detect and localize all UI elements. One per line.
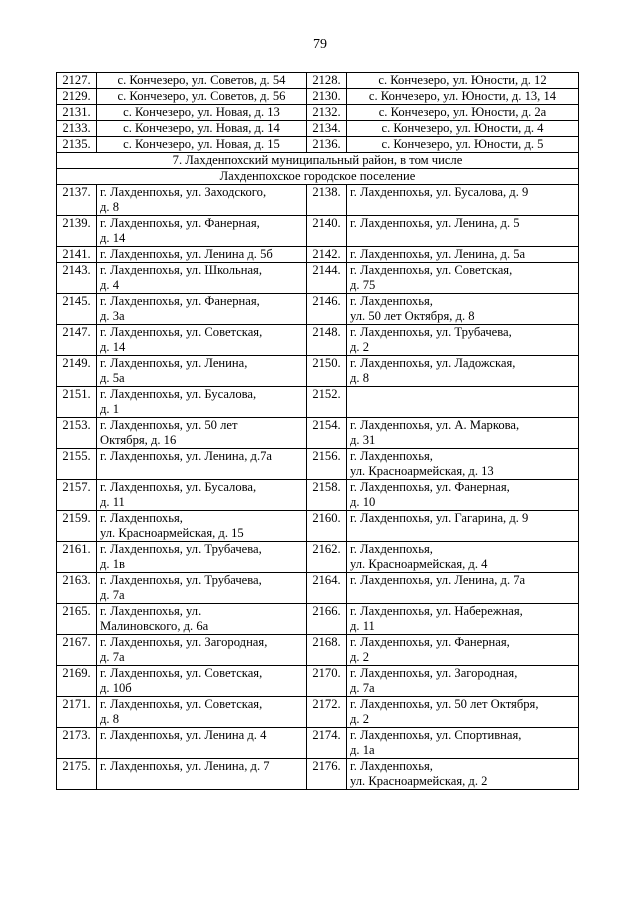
- table-row: [57, 418, 579, 449]
- entry-number: 2139.: [57, 216, 97, 247]
- entry-address: г. Лахденпохья, ул. 50 лет Октября, д. 2: [347, 697, 579, 728]
- entry-address: с. Кончезеро, ул. Новая, д. 14: [97, 121, 307, 137]
- entry-number: 2148.: [307, 325, 347, 356]
- entry-number: 2137.: [57, 185, 97, 216]
- entry-number: 2157.: [57, 480, 97, 511]
- table-row: [57, 73, 579, 89]
- table-row: [57, 604, 579, 635]
- entry-address: г. Лахденпохья, ул. Ленина, д.7а: [97, 449, 307, 480]
- address-table-body: [57, 73, 579, 790]
- entry-number: 2169.: [57, 666, 97, 697]
- entry-address: г. Лахденпохья, ул. Красноармейская, д. 2: [347, 759, 579, 790]
- entry-address: г. Лахденпохья, ул. Бусалова, д. 1: [97, 387, 307, 418]
- table-row: [57, 137, 579, 153]
- table-row: [57, 356, 579, 387]
- page-number: 79: [313, 37, 327, 52]
- entry-address: г. Лахденпохья, ул. Фанерная, д. 2: [347, 635, 579, 666]
- table-row: [57, 387, 579, 418]
- entry-number: 2143.: [57, 263, 97, 294]
- table-row: [57, 216, 579, 247]
- entry-address: г. Лахденпохья, ул. Школьная, д. 4: [97, 263, 307, 294]
- entry-number: 2133.: [57, 121, 97, 137]
- entry-number: 2165.: [57, 604, 97, 635]
- entry-address: г. Лахденпохья, ул. Малиновского, д. 6а: [97, 604, 307, 635]
- entry-number: 2136.: [307, 137, 347, 153]
- table-row: [57, 759, 579, 790]
- entry-address: г. Лахденпохья, ул. Советская, д. 75: [347, 263, 579, 294]
- entry-number: 2175.: [57, 759, 97, 790]
- table-row: [57, 635, 579, 666]
- entry-number: 2156.: [307, 449, 347, 480]
- entry-number: 2131.: [57, 105, 97, 121]
- table-row: [57, 666, 579, 697]
- entry-address: г. Лахденпохья, ул. Красноармейская, д. 4: [347, 542, 579, 573]
- table-row: [57, 294, 579, 325]
- table-row: [57, 325, 579, 356]
- table-row: [57, 542, 579, 573]
- entry-address: с. Кончезеро, ул. Юности, д. 5: [347, 137, 579, 153]
- entry-number: 2167.: [57, 635, 97, 666]
- table-row: [57, 247, 579, 263]
- entry-address: г. Лахденпохья, ул. Красноармейская, д. 15: [97, 511, 307, 542]
- table-row: [57, 480, 579, 511]
- entry-number: 2145.: [57, 294, 97, 325]
- entry-number: 2134.: [307, 121, 347, 137]
- entry-address: г. Лахденпохья, ул. Ленина д. 5б: [97, 247, 307, 263]
- entry-address: с. Кончезеро, ул. Юности, д. 13, 14: [347, 89, 579, 105]
- entry-number: 2147.: [57, 325, 97, 356]
- entry-number: 2160.: [307, 511, 347, 542]
- entry-address: г. Лахденпохья, ул. Ленина д. 4: [97, 728, 307, 759]
- entry-number: 2140.: [307, 216, 347, 247]
- entry-number: 2153.: [57, 418, 97, 449]
- entry-number: 2149.: [57, 356, 97, 387]
- entry-address: г. Лахденпохья, ул. Бусалова, д. 9: [347, 185, 579, 216]
- entry-address: г. Лахденпохья, ул. Бусалова, д. 11: [97, 480, 307, 511]
- entry-address: г. Лахденпохья, ул. Ленина, д. 5: [347, 216, 579, 247]
- entry-number: 2155.: [57, 449, 97, 480]
- entry-number: 2151.: [57, 387, 97, 418]
- entry-address: [347, 387, 579, 418]
- table-row: [57, 697, 579, 728]
- entry-number: 2172.: [307, 697, 347, 728]
- table-row: [57, 511, 579, 542]
- entry-address: г. Лахденпохья, ул. Заходского, д. 8: [97, 185, 307, 216]
- entry-address: г. Лахденпохья, ул. Ладожская, д. 8: [347, 356, 579, 387]
- entry-address: г. Лахденпохья, ул. Набережная, д. 11: [347, 604, 579, 635]
- entry-address: г. Лахденпохья, ул. Трубачева, д. 1в: [97, 542, 307, 573]
- entry-number: 2166.: [307, 604, 347, 635]
- entry-address: г. Лахденпохья, ул. Фанерная, д. 10: [347, 480, 579, 511]
- entry-number: 2171.: [57, 697, 97, 728]
- entry-number: 2152.: [307, 387, 347, 418]
- entry-address: с. Кончезеро, ул. Новая, д. 13: [97, 105, 307, 121]
- table-row: [57, 728, 579, 759]
- entry-number: 2170.: [307, 666, 347, 697]
- entry-number: 2154.: [307, 418, 347, 449]
- entry-number: 2159.: [57, 511, 97, 542]
- entry-number: 2129.: [57, 89, 97, 105]
- subsection-heading: Лахденпохское городское поселение: [57, 169, 579, 185]
- entry-number: 2162.: [307, 542, 347, 573]
- entry-number: 2138.: [307, 185, 347, 216]
- entry-address: г. Лахденпохья, ул. Советская, д. 10б: [97, 666, 307, 697]
- table-row: [57, 573, 579, 604]
- entry-address: г. Лахденпохья, ул. Фанерная, д. 14: [97, 216, 307, 247]
- entry-address: г. Лахденпохья, ул. 50 лет Октября, д. 8: [347, 294, 579, 325]
- entry-number: 2127.: [57, 73, 97, 89]
- entry-number: 2150.: [307, 356, 347, 387]
- entry-address: г. Лахденпохья, ул. Ленина, д. 7: [97, 759, 307, 790]
- section-heading: 7. Лахденпохский муниципальный район, в том числе: [57, 153, 579, 169]
- address-table: [56, 72, 579, 790]
- entry-address: с. Кончезеро, ул. Советов, д. 56: [97, 89, 307, 105]
- entry-address: г. Лахденпохья, ул. Трубачева, д. 7а: [97, 573, 307, 604]
- entry-number: 2142.: [307, 247, 347, 263]
- entry-number: 2173.: [57, 728, 97, 759]
- entry-address: г. Лахденпохья, ул. Фанерная, д. 3а: [97, 294, 307, 325]
- entry-number: 2141.: [57, 247, 97, 263]
- entry-address: г. Лахденпохья, ул. Спортивная, д. 1а: [347, 728, 579, 759]
- entry-number: 2135.: [57, 137, 97, 153]
- table-row: [57, 105, 579, 121]
- table-row: [57, 121, 579, 137]
- entry-number: 2168.: [307, 635, 347, 666]
- entry-number: 2132.: [307, 105, 347, 121]
- entry-address: с. Кончезеро, ул. Юности, д. 2а: [347, 105, 579, 121]
- entry-number: 2161.: [57, 542, 97, 573]
- entry-address: г. Лахденпохья, ул. Советская, д. 14: [97, 325, 307, 356]
- table-row: [57, 169, 579, 185]
- table-row: [57, 185, 579, 216]
- entry-number: 2128.: [307, 73, 347, 89]
- entry-address: г. Лахденпохья, ул. 50 лет Октября, д. 16: [97, 418, 307, 449]
- entry-number: 2146.: [307, 294, 347, 325]
- entry-number: 2163.: [57, 573, 97, 604]
- table-row: [57, 449, 579, 480]
- entry-number: 2144.: [307, 263, 347, 294]
- entry-address: с. Кончезеро, ул. Советов, д. 54: [97, 73, 307, 89]
- entry-number: 2164.: [307, 573, 347, 604]
- entry-address: с. Кончезеро, ул. Юности, д. 12: [347, 73, 579, 89]
- entry-number: 2176.: [307, 759, 347, 790]
- entry-address: г. Лахденпохья, ул. Ленина, д. 7а: [347, 573, 579, 604]
- entry-number: 2130.: [307, 89, 347, 105]
- table-row: [57, 89, 579, 105]
- entry-address: г. Лахденпохья, ул. Загородная, д. 7а: [347, 666, 579, 697]
- entry-address: г. Лахденпохья, ул. Трубачева, д. 2: [347, 325, 579, 356]
- entry-address: г. Лахденпохья, ул. Ленина, д. 5а: [347, 247, 579, 263]
- table-row: [57, 263, 579, 294]
- entry-address: с. Кончезеро, ул. Юности, д. 4: [347, 121, 579, 137]
- table-row: [57, 153, 579, 169]
- entry-number: 2158.: [307, 480, 347, 511]
- entry-address: г. Лахденпохья, ул. Советская, д. 8: [97, 697, 307, 728]
- entry-address: г. Лахденпохья, ул. А. Маркова, д. 31: [347, 418, 579, 449]
- entry-address: г. Лахденпохья, ул. Гагарина, д. 9: [347, 511, 579, 542]
- entry-number: 2174.: [307, 728, 347, 759]
- entry-address: с. Кончезеро, ул. Новая, д. 15: [97, 137, 307, 153]
- entry-address: г. Лахденпохья, ул. Красноармейская, д. 13: [347, 449, 579, 480]
- entry-address: г. Лахденпохья, ул. Ленина, д. 5а: [97, 356, 307, 387]
- entry-address: г. Лахденпохья, ул. Загородная, д. 7а: [97, 635, 307, 666]
